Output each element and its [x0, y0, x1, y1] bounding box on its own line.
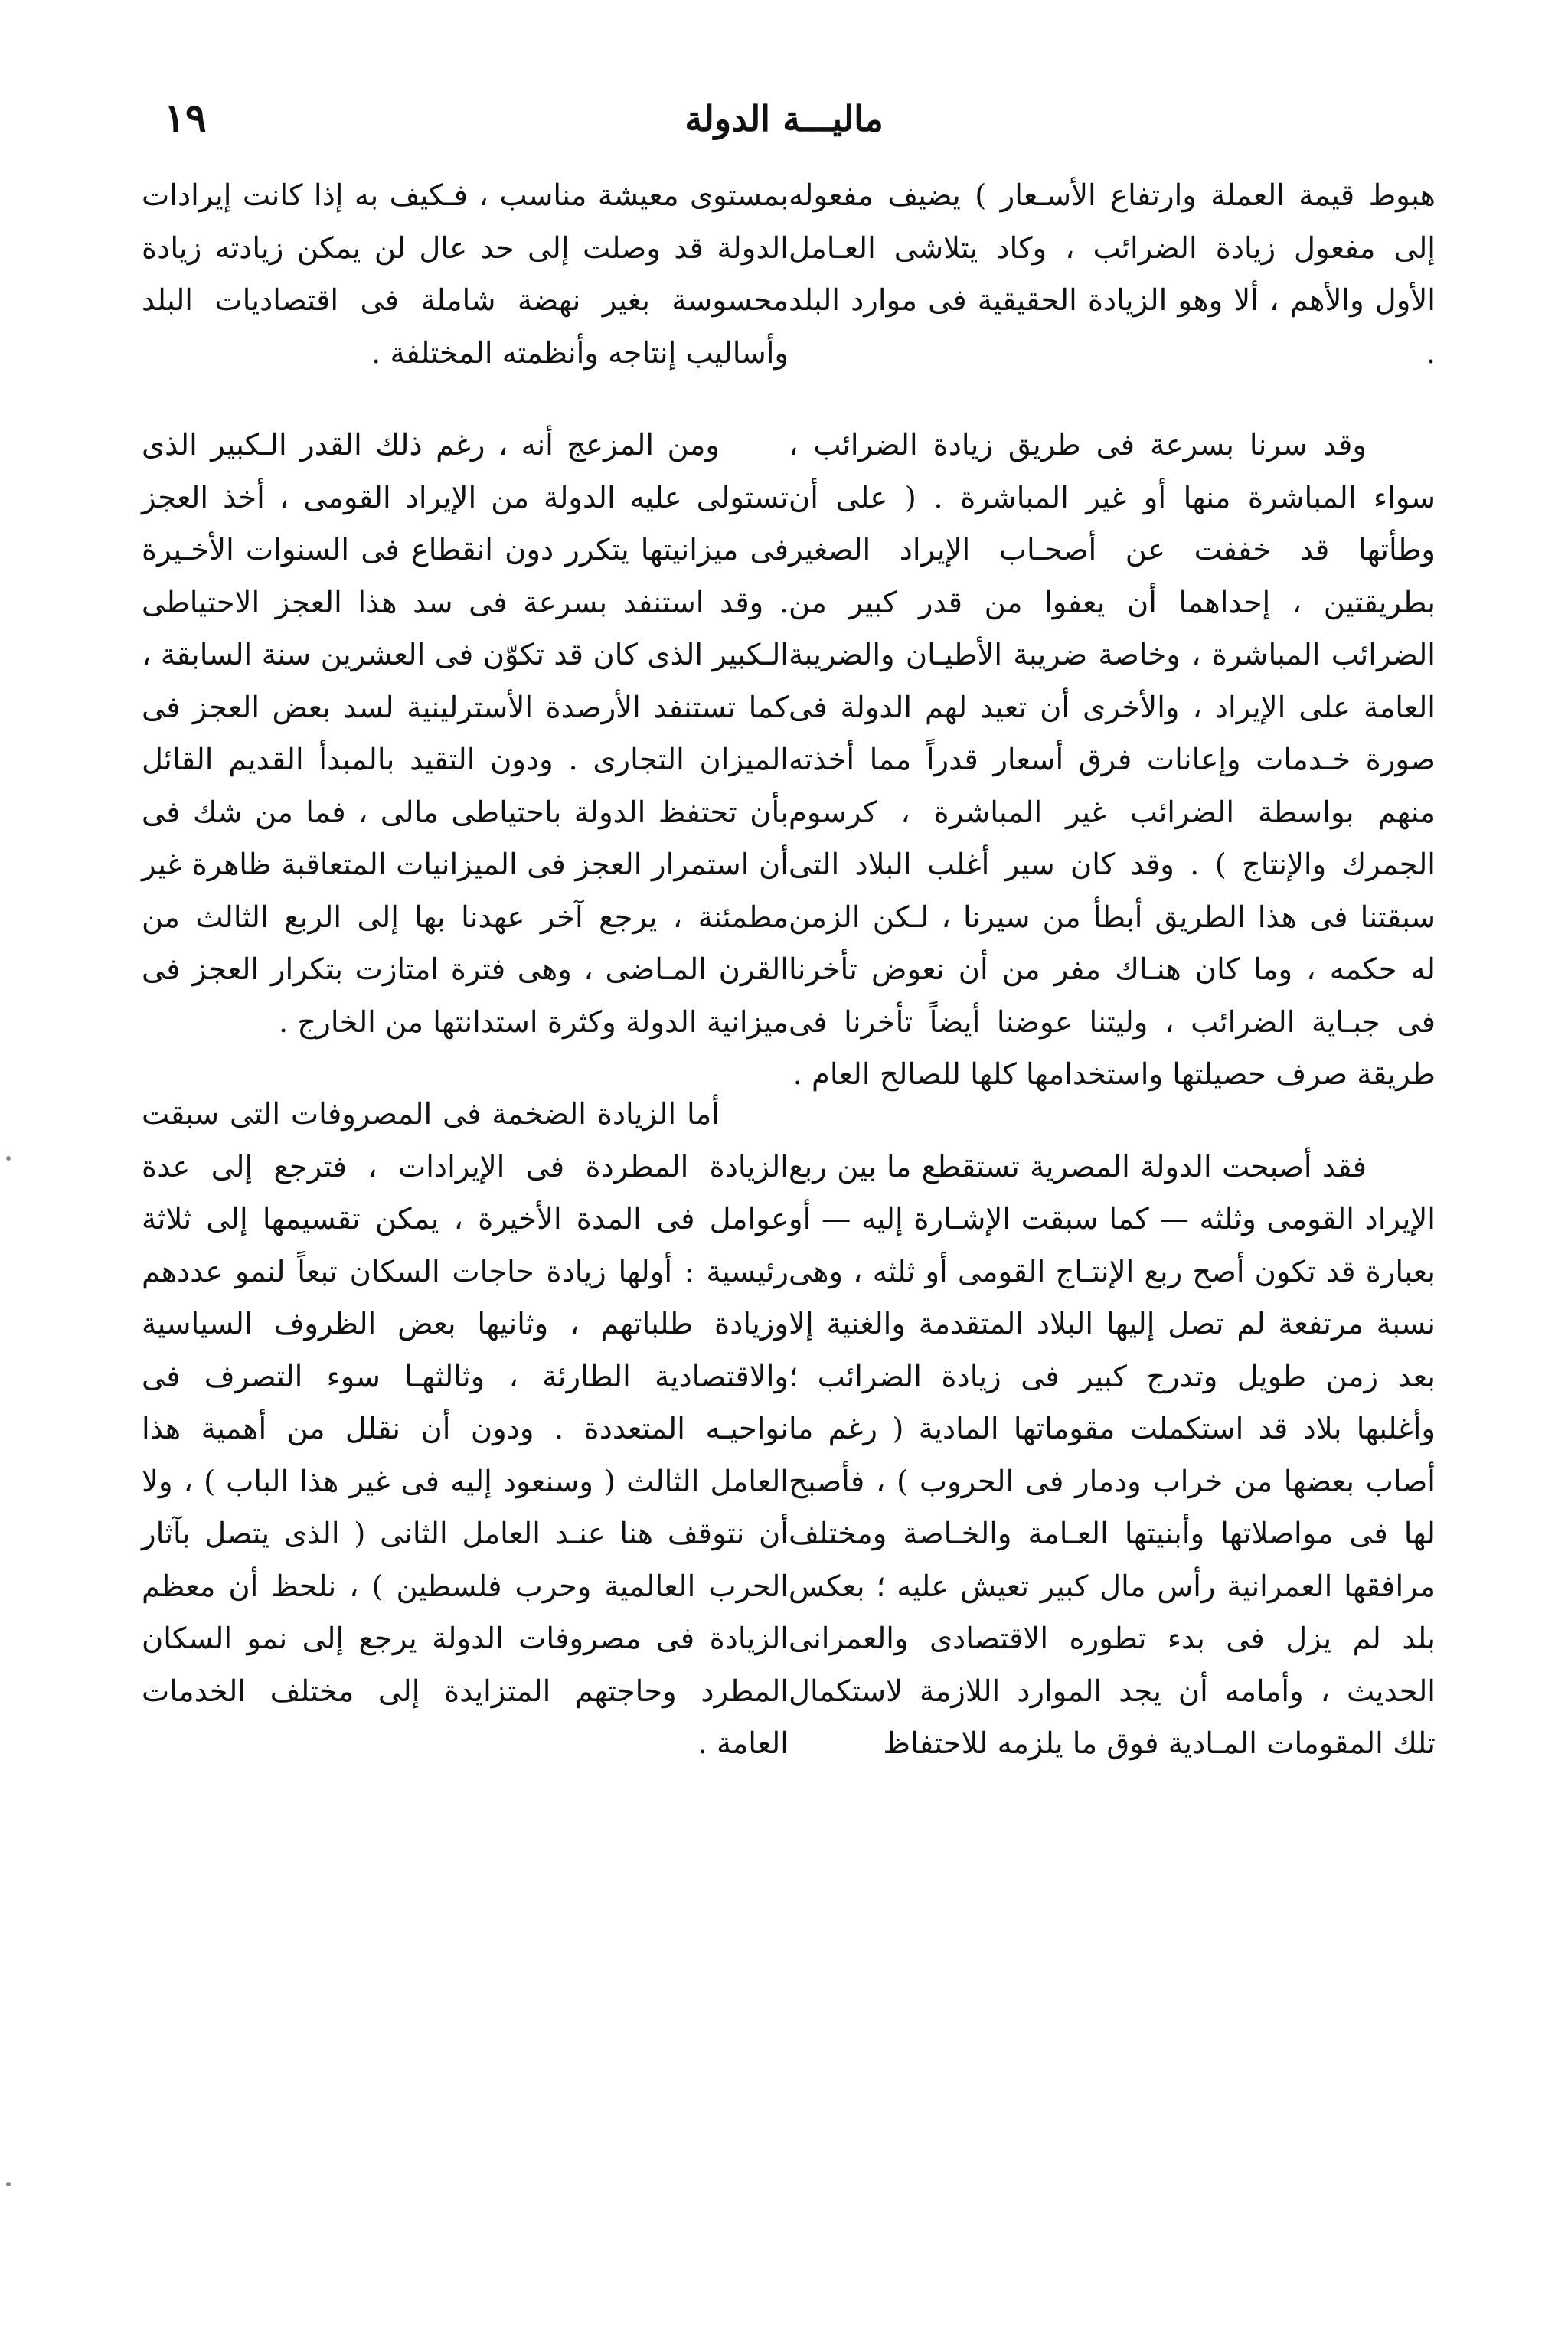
scan-edge-mark — [6, 1156, 11, 1161]
paragraph: وقد سرنا بسرعة فى طريق زيادة الضرائب ، سواء المباشرة منها أو غير المباشرة . ( على أن وطأتها قد خففت عن أصحـاب الإيراد الصغير بطريقتين ، إحداهما أن يعفوا من قدر كبير من الضرائب المباشرة ، وخاصة ضريبة الأطيـان والضريبة العامة على الإيراد ، والأخرى أن تعيد لهم الدولة فى صورة خـدمات وإعانات فرق أسعار قدراً مما أخذته منهم بواسطة الضرائب غير المباشرة ، كرسوم الجمرك والإنتاج ) . وقد كان سير أغلب البلاد التى سبقتنا فى هذا الطريق أبطأ من سيرنا ، لـكن الزمن له حكمه ، وما كان هنـاك مفر من أن نعوض تأخرنا فى جبـاية الضرائب ، وليتنا عوضنا أيضاً تأخرنا فى طريقة صرف حصيلتها واستخدامها كلها للصالح العام . — [789, 428, 1436, 1092]
scan-edge-mark — [6, 2182, 11, 2186]
paragraph: فقد أصبحت الدولة المصرية تستقطع ما بين ربع الإيراد القومى وثلثه — كما سبقت الإشـارة إليه — أو بعبارة قد تكون أصح ربع الإنتـاج القومى أو ثلثه ، وهى نسبة مرتفعة لم تصل إليها البلاد المتقدمة والغنية إلا بعد زمن طويل وتدرج كبير فى زيادة الضرائب ؛ وأغلبها بلاد قد استكملت مقوماتها المادية ( رغم ما أصاب بعضها من خراب ودمار فى الحروب ) ، فأصبح لها فى مواصلاتها وأبنيتها العـامة والخـاصة ومختلف مرافقها العمرانية رأس مال كبير تعيش عليه ؛ بعكس بلد لم يزل فى بدء تطوره الاقتصادى والعمرانى الحديث ، وأمامه أن يجد الموارد اللازمة لاستكمال تلك المقومات المـادية فوق ما يلزمه للاحتفاظ — [789, 1149, 1436, 1761]
right-column — [789, 170, 1436, 1811]
page-number: ١٩ — [164, 95, 207, 142]
left-column — [142, 170, 789, 1811]
paragraph: أما الزيادة الضخمة فى المصروفات التى سبقت الزيادة المطردة فى الإيرادات ، فترجع إلى عدة عوامل فى المدة الأخيرة ، يمكن تقسيمها إلى ثلاثة رئيسية : أولها زيادة حاجات السكان تبعاً لنمو عددهم وزيادة طلباتهم ، وثانيها بعض الظروف السياسية والاقتصادية الطارئة ، وثالثهـا سوء التصرف فى نواحيـه المتعددة . ودون أن نقلل من أهمية هذا العامل الثالث ( وسنعود إليه فى غير هذا الباب ) ، ولا أن نتوقف هنا عنـد العامل الثانى ( الذى يتصل بآثار الحرب العالمية وحرب فلسطين ) ، نلحظ أن معظم الزيادة فى مصروفات الدولة يرجع إلى نمو السكان المطرد وحاجتهم المتزايدة إلى مختلف الخدمات العامة . — [142, 1097, 789, 1761]
paragraph: ومن المزعج أنه ، رغم ذلك القدر الـكبير الذى تستولى عليه الدولة من الإيراد القومى ، أخذ العجز فى ميزانيتها يتكرر دون انقطاع فى السنوات الأخـيرة . وقد استنفد بسرعة فى سد هذا العجز الاحتياطى الـكبير الذى كان قد تكوّن فى العشرين سنة السابقة ، كما تستنفد الأرصدة الأسترلينية لسد بعض العجز فى الميزان التجارى . ودون التقيد بالمبدأ القديم القائل بأن تحتفظ الدولة باحتياطى مالى ، فما من شك فى أن استمرار العجز فى الميزانيات المتعاقبة ظاهرة غير مطمئنة ، يرجع آخر عهدنا بها إلى الربع الثالث من القرن المـاضى ، وهى فترة امتازت بتكرار العجز فى ميزانية الدولة وكثرة استدانتها من الخارج . — [142, 428, 789, 1040]
paragraph: هبوط قيمة العملة وارتفاع الأسـعار ) يضيف مفعوله إلى مفعول زيادة الضرائب ، وكاد يتلاشى العـامل الأول والأهم ، ألا وهو الزيادة الحقيقية فى موارد البلد . — [789, 178, 1436, 371]
running-title: ماليـــة الدولة — [684, 98, 884, 139]
paragraph: بمستوى معيشة مناسب ، فـكيف به إذا كانت إيرادات الدولة قد وصلت إلى حد عال لن يمكن زيادته زيادة محسوسة بغير نهضة شاملة فى اقتصاديات البلد وأساليب إنتاجه وأنظمته المختلفة . — [142, 178, 789, 371]
